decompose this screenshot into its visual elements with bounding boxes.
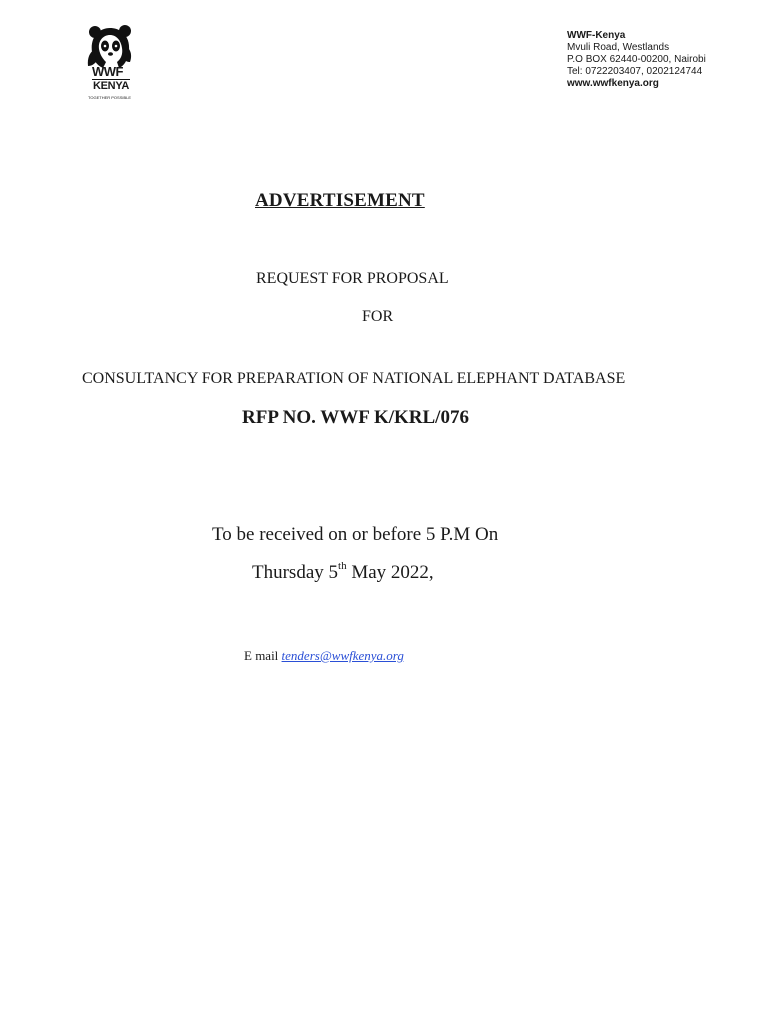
address-org: WWF-Kenya [567, 30, 626, 41]
deadline-date [252, 562, 434, 584]
logo-org: WWF [92, 64, 123, 79]
email-line [244, 648, 404, 664]
received-line: To be received on or before 5 P.M On [212, 524, 499, 545]
address-tel: Tel: 0722203407, 0202124744 [567, 66, 703, 77]
address-block [567, 30, 706, 90]
consultancy-title: CONSULTANCY FOR PREPARATION OF NATIONAL ELEPHANT DATABASE [82, 370, 626, 387]
rfp-number: RFP NO. WWF K/KRL/076 [242, 407, 469, 428]
address-pobox: P.O BOX 62440-00200, Nairobi [567, 54, 706, 65]
date-suffix: th [338, 560, 347, 572]
email-link[interactable]: tenders@wwfkenya.org [281, 648, 404, 663]
logo-country: KENYA [93, 80, 129, 92]
logo-tagline: TOGETHER POSSIBLE [88, 95, 132, 100]
address-street: Mvuli Road, Westlands [567, 42, 670, 53]
date-rest: May 2022, [346, 562, 434, 583]
address-website: www.wwfkenya.org [567, 78, 659, 89]
heading-advertisement: ADVERTISEMENT [255, 190, 425, 211]
request-for-proposal: REQUEST FOR PROPOSAL [256, 270, 449, 287]
for-line: FOR [362, 308, 394, 325]
email-label: E mail [244, 648, 282, 663]
date-day: Thursday 5 [252, 562, 339, 583]
wwf-logo [84, 22, 136, 104]
